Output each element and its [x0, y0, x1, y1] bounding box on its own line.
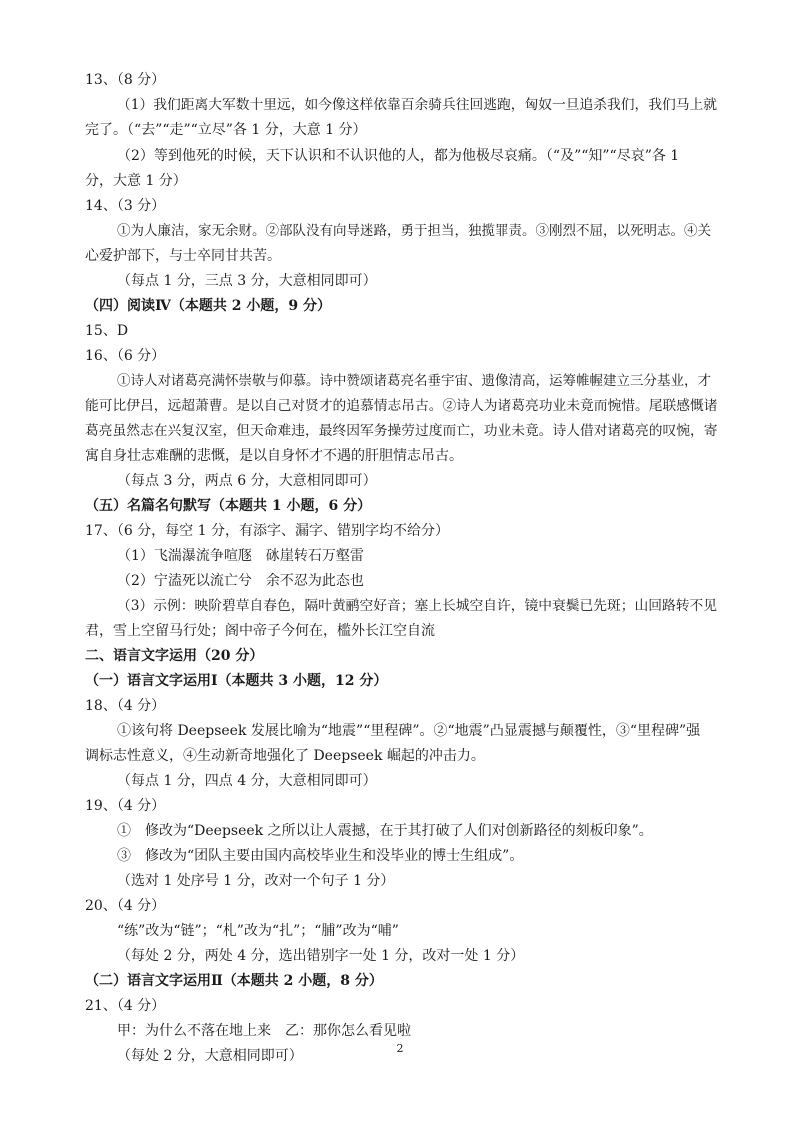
- answer-line: （每点 1 分，三点 3 分，大意相同即可）: [117, 273, 377, 289]
- answer-line: ①该句将 Deepseek 发展比喻为“地震”“里程碑”。②“地震”凸显震撼与颠覆性，③“里程碑”强: [117, 723, 701, 739]
- answer-line: 甲：为什么不落在地上来 乙：那你怎么看见啦: [117, 1023, 411, 1039]
- answer-line: 君，雪上空留马行处；阁中帝子今何在，槛外长江空自流: [85, 623, 435, 639]
- answer-line: （四）阅读Ⅳ（本题共 2 小题，9 分）: [85, 298, 331, 314]
- answer-line: 心爱护部下，与士卒同甘共苦。: [85, 248, 281, 264]
- answer-line: （五）名篇名句默写（本题共 1 小题，6 分）: [85, 498, 372, 514]
- answer-line: 能可比伊吕，远超萧曹。是以自己对贤才的追慕情志吊古。②诗人为诸葛亮功业未竟而惋惜。尾联感慨诸: [85, 398, 718, 414]
- answer-line: （二）语言文字运用Ⅱ（本题共 2 小题，8 分）: [85, 973, 383, 989]
- answer-line: ③ 修改为“团队主要由国内高校毕业生和没毕业的博士生组成”。: [117, 848, 524, 864]
- answer-line: 16、（6 分）: [85, 348, 166, 364]
- answer-line: （每处 2 分，两处 4 分，选出错别字一处 1 分，改对一处 1 分）: [117, 948, 525, 964]
- answer-line: 17、（6 分，每空 1 分，有添字、漏字、错别字均不给分）: [85, 523, 449, 539]
- answer-line: ①诗人对诸葛亮满怀崇敬与仰慕。诗中赞颂诸葛亮名垂宇宙、遗像清高，运筹帷幄建立三分基业，才: [117, 373, 711, 389]
- answer-line: （每处 2 分，大意相同即可）: [117, 1048, 303, 1064]
- answer-line: 14、（3 分）: [85, 198, 166, 214]
- answer-line: （1）我们距离大军数十里远，如今像这样依靠百余骑兵往回逃跑，匈奴一旦追杀我们，我们马上就: [117, 97, 718, 113]
- answer-line: 葛亮虽然志在兴复汉室，但天命难违，最终因军务操劳过度而亡，功业未竟。诗人借对诸葛亮的叹惋，寄: [85, 423, 718, 439]
- answer-line: 19、（4 分）: [85, 798, 166, 814]
- answer-line: 15、D: [85, 323, 129, 339]
- answer-line: “练”改为“链”；“札”改为“扎”；“脯”改为“哺”: [117, 923, 399, 939]
- answer-line: （3）示例：映阶碧草自春色，隔叶黄鹂空好音；塞上长城空自许，镜中衰鬓已先斑；山回路转不见: [117, 598, 718, 614]
- answer-line: 二、语言文字运用（20 分）: [85, 648, 264, 664]
- answer-line: （2）等到他死的时候，天下认识和不认识他的人，都为他极尽哀痛。（“及”“知”“尽哀”各 1: [117, 148, 680, 164]
- answer-line: （每点 3 分，两点 6 分，大意相同即可）: [117, 473, 377, 489]
- answer-line: 分，大意 1 分）: [85, 173, 187, 189]
- answer-line: （1）飞湍瀑流争喧豗 砯崖转石万壑雷: [117, 548, 364, 564]
- answer-line: （每点 1 分，四点 4 分，大意相同即可）: [117, 773, 377, 789]
- answer-line: （一）语言文字运用Ⅰ（本题共 3 小题，12 分）: [85, 673, 388, 689]
- answer-line: ① 修改为“Deepseek 之所以让人震撼，在于其打破了人们对创新路径的刻板印象”。: [117, 823, 653, 839]
- answer-line: 完了。（“去”“走”“立尽”各 1 分，大意 1 分）: [85, 122, 367, 138]
- answer-line: （2）宁溘死以流亡兮 余不忍为此态也: [117, 573, 364, 589]
- answer-line: 21、（4 分）: [85, 998, 166, 1014]
- page-number: 2: [396, 1042, 404, 1055]
- answer-line: 20、（4 分）: [85, 898, 166, 914]
- answer-line: 18、（4 分）: [85, 698, 166, 714]
- answer-line: 调标志性意义，④生动新奇地强化了 Deepseek 崛起的冲击力。: [85, 748, 485, 764]
- answer-line: 13、（8 分）: [85, 72, 166, 88]
- answer-line: （选对 1 处序号 1 分，改对一个句子 1 分）: [117, 873, 395, 889]
- answer-line: ①为人廉洁，家无余财。②部队没有向导迷路，勇于担当，独揽罪责。③刚烈不屈，以死明志。④关: [117, 223, 711, 239]
- answer-line: 寓自身壮志难酬的悲慨，是以自身怀才不遇的肝胆情志吊古。: [85, 448, 463, 464]
